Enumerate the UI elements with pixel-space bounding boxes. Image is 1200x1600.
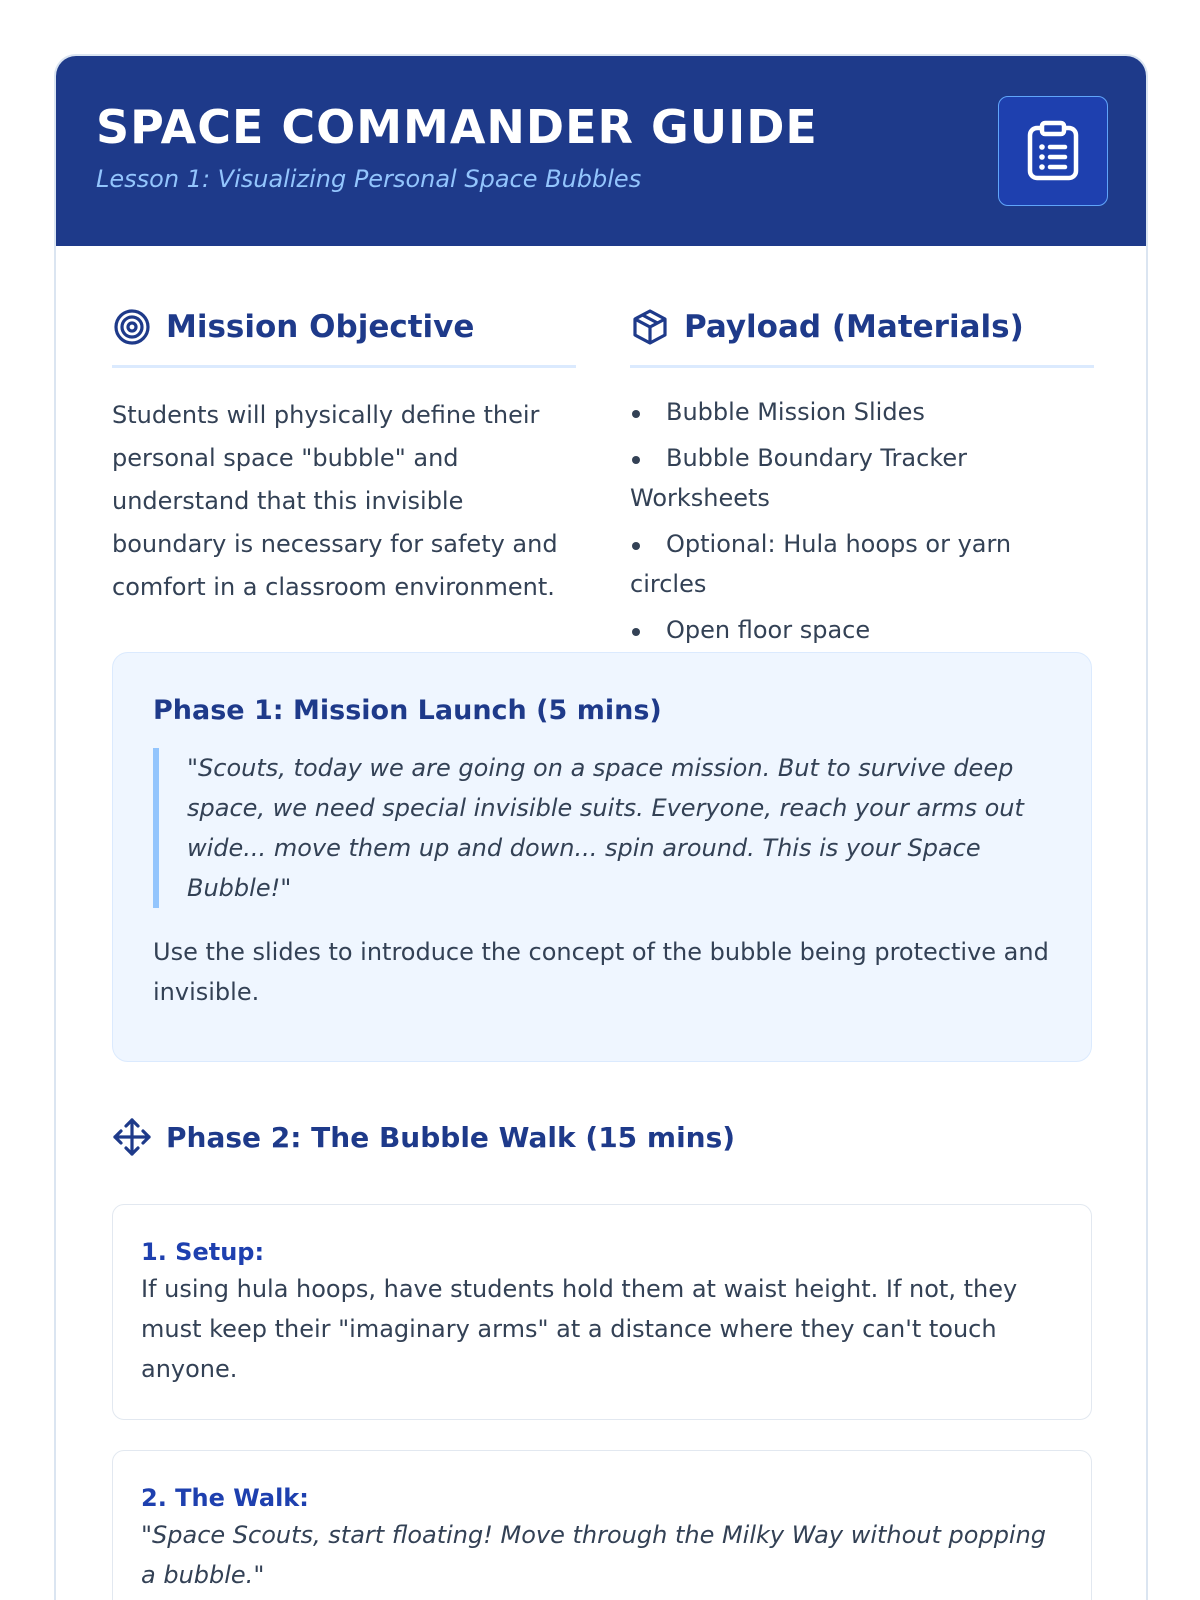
- objective-text: Students will physically define their personal space "bubble" and understand that this invisible boundary is necessary for safety and comfort in a classroom environment.: [112, 401, 558, 601]
- phase2-header: [112, 1112, 735, 1162]
- target-icon: [112, 307, 152, 347]
- guide-header: [56, 56, 1146, 246]
- box-icon: [630, 307, 670, 347]
- list-item: Bubble Mission Slides: [630, 392, 1094, 432]
- objective-title: Mission Objective: [166, 308, 475, 345]
- phase1-panel: [112, 652, 1092, 1062]
- step-label: 2. The Walk:: [141, 1484, 309, 1512]
- step-text: If using hula hoops, have students hold them at waist height. If not, they must keep their "imaginary arms" at a distance where they can't touch anyone.: [141, 1275, 1018, 1383]
- page-title: SPACE COMMANDER GUIDE: [96, 100, 818, 154]
- step-card-setup: [112, 1204, 1092, 1420]
- phase1-note: Use the slides to introduce the concept of the bubble being protective and invisible.: [153, 938, 1049, 1006]
- objective-section: [112, 302, 576, 609]
- clipboard-button[interactable]: [998, 96, 1108, 206]
- materials-section: [630, 302, 1094, 656]
- phase1-title: Phase 1: Mission Launch (5 mins): [153, 695, 662, 726]
- list-item: Open floor space: [630, 610, 1094, 650]
- phase1-quote: "Scouts, today we are going on a space mission. But to survive deep space, we need special invisible suits. Everyone, reach your arms out wide... move them up and down... spin around. This is your Space Bubble!": [153, 748, 1051, 908]
- phase2-title: Phase 2: The Bubble Walk (15 mins): [166, 1120, 736, 1154]
- list-item: Optional: Hula hoops or yarn circles: [630, 524, 1094, 604]
- materials-title: Payload (Materials): [684, 308, 1024, 345]
- guide-card: [54, 54, 1148, 1600]
- step-card-walk: [112, 1450, 1092, 1600]
- clipboard-icon: [1026, 120, 1080, 182]
- objective-header: [112, 302, 576, 368]
- step-text: "Space Scouts, start floating! Move through the Milky Way without popping a bubble.": [141, 1521, 1047, 1589]
- move-arrows-icon: [112, 1117, 152, 1157]
- materials-header: [630, 302, 1094, 368]
- step-label: 1. Setup:: [141, 1238, 265, 1266]
- materials-list: [630, 392, 1094, 650]
- page-subtitle: Lesson 1: Visualizing Personal Space Bubbles: [96, 165, 642, 193]
- list-item: Bubble Boundary Tracker Worksheets: [630, 438, 1094, 518]
